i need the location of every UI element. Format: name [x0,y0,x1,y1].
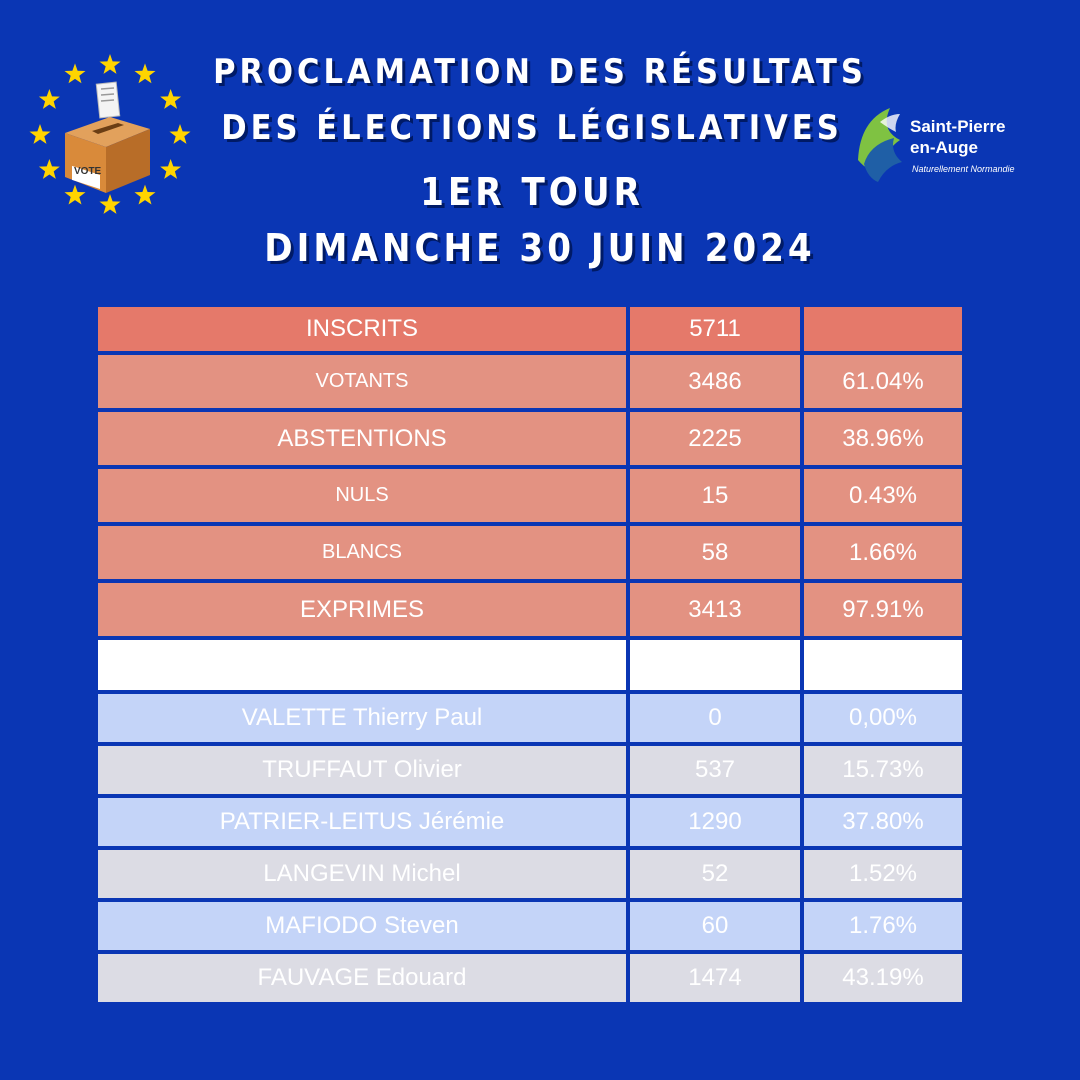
row-value: 58 [628,524,802,581]
candidate-name: TRUFFAUT Olivier [96,744,628,796]
table-row [96,305,964,353]
title-line-1: PROCLAMATION DES RÉSULTATS [213,52,867,92]
logo-tagline: Naturellement Normandie [912,164,1015,174]
candidate-row [96,796,964,848]
table-row [96,353,964,410]
candidate-name: VALETTE Thierry Paul [96,692,628,744]
candidate-row [96,952,964,1004]
row-value: 5711 [628,305,802,353]
results-header: ONT OBTENU [96,638,628,692]
vote-label: VOTE [74,166,102,177]
empty-cell [802,638,964,692]
candidate-votes: 1474 [628,952,802,1004]
row-label: VOTANTS [96,353,628,410]
candidate-percent: 0,00% [802,692,964,744]
row-value: 3413 [628,581,802,638]
candidate-votes: 52 [628,848,802,900]
candidate-percent: 1.76% [802,900,964,952]
logo-name-line-2: en-Auge [910,138,978,157]
results-table [96,305,964,1004]
row-label: INSCRITS [96,305,628,353]
row-percent [802,305,964,353]
row-percent: 97.91% [802,581,964,638]
candidate-percent: 15.73% [802,744,964,796]
table-row [96,581,964,638]
table-row [96,467,964,524]
candidate-name: PATRIER-LEITUS Jérémie [96,796,628,848]
candidate-name: FAUVAGE Edouard [96,952,628,1004]
candidate-votes: 0 [628,692,802,744]
candidate-votes: 60 [628,900,802,952]
election-date: DIMANCHE 30 JUIN 2024 [264,226,816,270]
row-label: EXPRIMES [96,581,628,638]
candidate-votes: 537 [628,744,802,796]
row-percent: 1.66% [802,524,964,581]
row-label: NULS [96,467,628,524]
table-row [96,524,964,581]
logo-name-line-1: Saint-Pierre [910,117,1006,136]
row-percent: 0.43% [802,467,964,524]
town-emblem-icon [858,108,902,182]
candidate-name: MAFIODO Steven [96,900,628,952]
table-row [96,410,964,467]
row-percent: 61.04% [802,353,964,410]
row-label: ABSTENTIONS [96,410,628,467]
candidate-percent: 43.19% [802,952,964,1004]
candidate-percent: 37.80% [802,796,964,848]
empty-cell [628,638,802,692]
town-logo [850,100,1050,190]
candidate-row [96,744,964,796]
candidate-votes: 1290 [628,796,802,848]
round-label: 1ER TOUR [420,170,644,214]
candidate-name: LANGEVIN Michel [96,848,628,900]
title-line-2: DES ÉLECTIONS LÉGISLATIVES [221,108,843,148]
row-label: BLANCS [96,524,628,581]
row-percent: 38.96% [802,410,964,467]
row-value: 15 [628,467,802,524]
row-value: 3486 [628,353,802,410]
candidate-row [96,900,964,952]
candidate-row [96,848,964,900]
results-header-row [96,638,964,692]
candidate-percent: 1.52% [802,848,964,900]
candidate-row [96,692,964,744]
row-value: 2225 [628,410,802,467]
